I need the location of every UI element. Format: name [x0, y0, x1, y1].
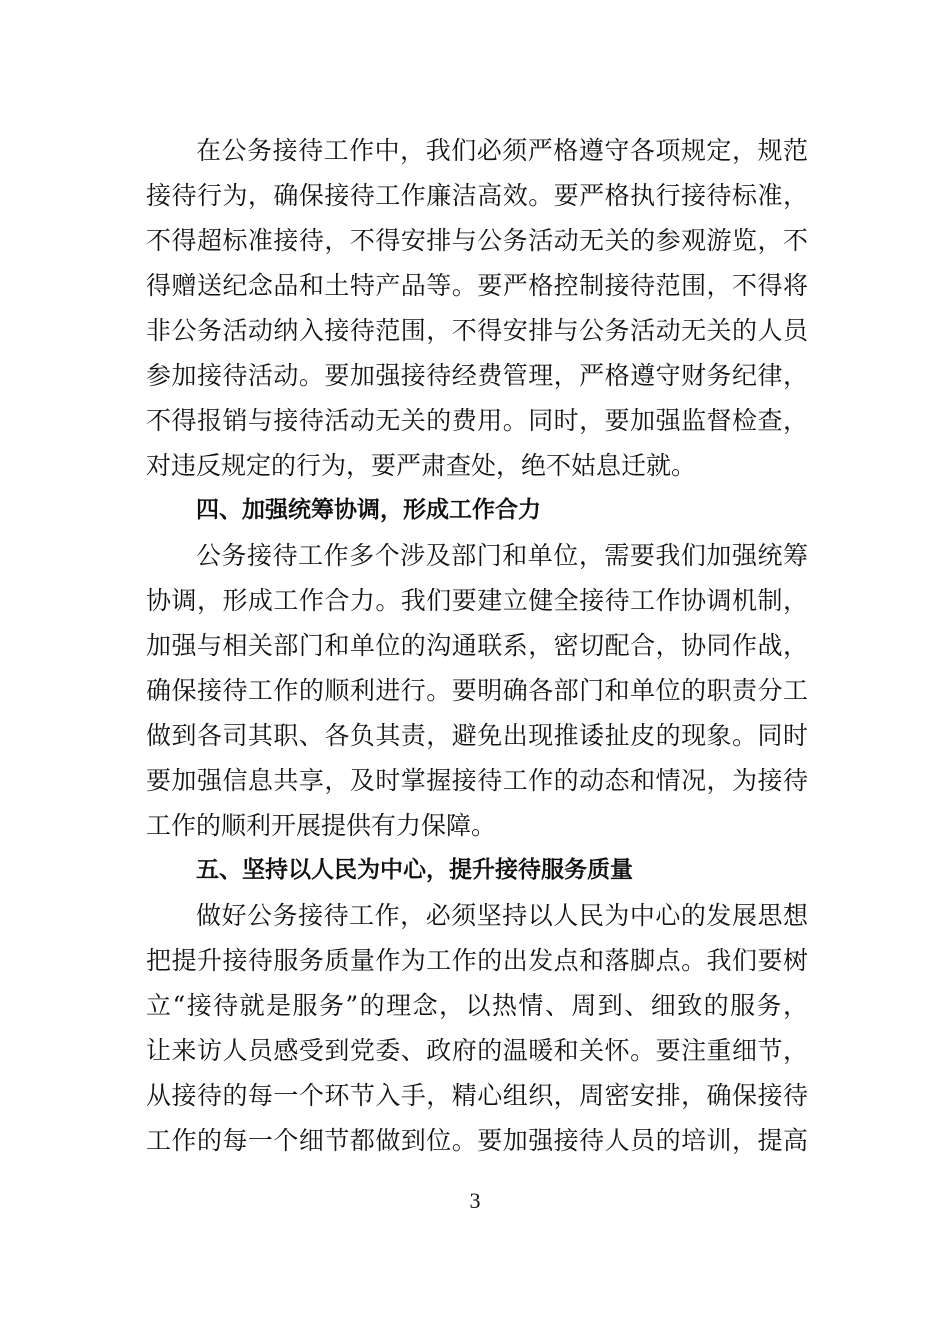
paragraph-line: 做到各司其职、各负其责，避免出现推诿扯皮的现象。同时 [146, 721, 808, 750]
section-heading: 四、加强统筹协调，形成工作合力 [196, 497, 541, 523]
paragraph-line: 工作的顺利开展提供有力保障。 [146, 811, 497, 840]
paragraph-line: 工作的每一个细节都做到位。要加强接待人员的培训，提高 [146, 1126, 808, 1155]
paragraph-line: 把提升接待服务质量作为工作的出发点和落脚点。我们要树 [146, 946, 808, 975]
paragraph-line: 在公务接待工作中，我们必须严格遵守各项规定，规范 [196, 136, 808, 165]
paragraph-line: 不得报销与接待活动无关的费用。同时，要加强监督检查， [146, 406, 808, 435]
paragraph-line: 做好公务接待工作，必须坚持以人民为中心的发展思想 [196, 901, 808, 930]
paragraph-line: 立“接待就是服务”的理念，以热情、周到、细致的服务， [146, 991, 808, 1020]
paragraph-line: 确保接待工作的顺利进行。要明确各部门和单位的职责分工 [146, 676, 808, 705]
paragraph-line: 让来访人员感受到党委、政府的温暖和关怀。要注重细节， [146, 1036, 808, 1065]
page-number: 3 [469, 1188, 481, 1213]
paragraph-line: 公务接待工作多个涉及部门和单位，需要我们加强统筹 [196, 541, 808, 570]
document-body [146, 128, 808, 1163]
paragraph-line: 得赠送纪念品和土特产品等。要严格控制接待范围，不得将 [146, 271, 808, 300]
paragraph-line: 接待行为，确保接待工作廉洁高效。要严格执行接待标准， [146, 181, 808, 210]
paragraph-line: 要加强信息共享，及时掌握接待工作的动态和情况，为接待 [146, 766, 808, 795]
paragraph-line: 从接待的每一个环节入手，精心组织，周密安排，确保接待 [146, 1081, 808, 1110]
paragraph-line: 协调，形成工作合力。我们要建立健全接待工作协调机制， [146, 586, 808, 615]
paragraph-line: 加强与相关部门和单位的沟通联系，密切配合，协同作战， [146, 631, 808, 660]
paragraph-line: 非公务活动纳入接待范围，不得安排与公务活动无关的人员 [146, 316, 808, 345]
section-heading: 五、坚持以人民为中心，提升接待服务质量 [196, 857, 633, 883]
paragraph-line: 参加接待活动。要加强接待经费管理，严格遵守财务纪律， [146, 361, 808, 390]
paragraph-line: 不得超标准接待，不得安排与公务活动无关的参观游览，不 [146, 226, 808, 255]
body-paragraph [146, 128, 808, 488]
body-paragraph [146, 893, 808, 1163]
body-paragraph [146, 533, 808, 848]
paragraph-line: 对违反规定的行为，要严肃查处，绝不姑息迁就。 [146, 451, 697, 480]
